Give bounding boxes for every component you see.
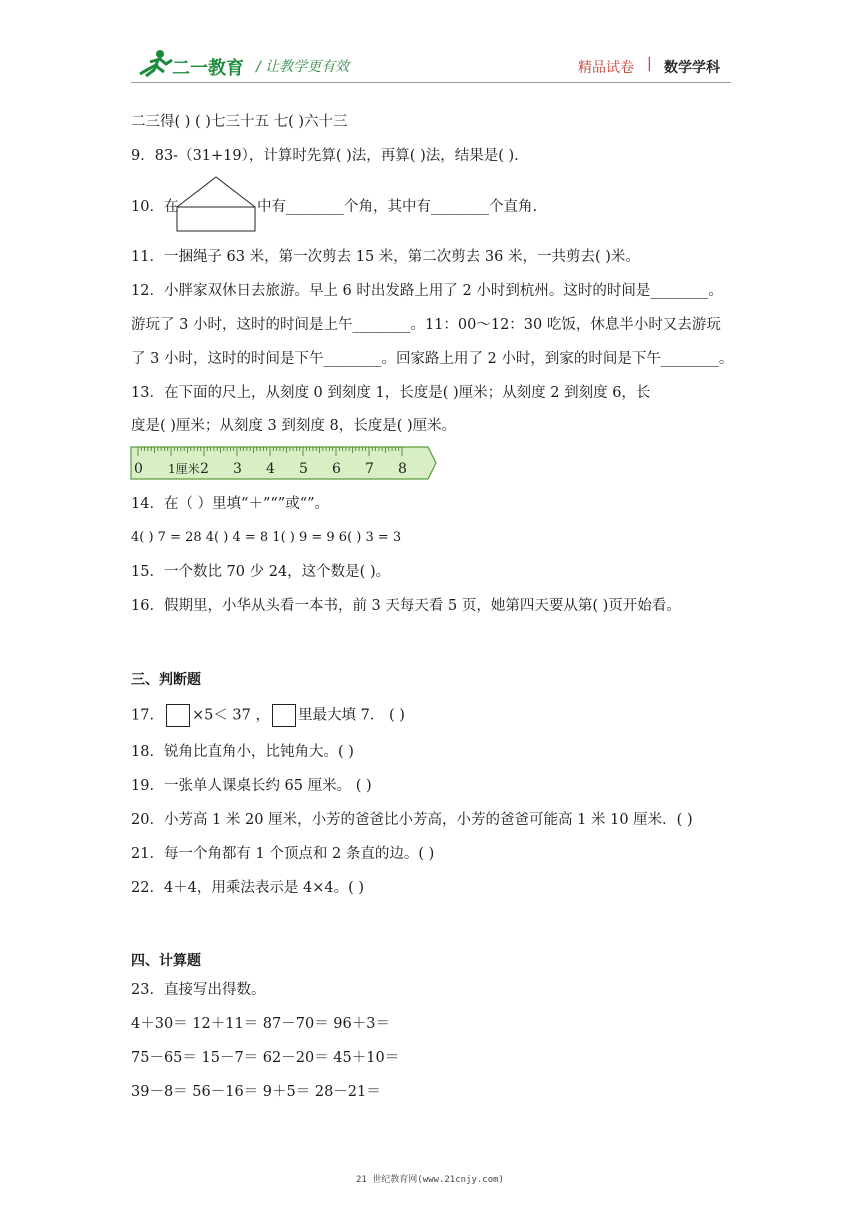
question-18: 18．锐角比直角小，比钝角大。( ) — [131, 744, 354, 760]
question-19: 19．一张单人课桌长约 65 厘米。 ( ) — [131, 778, 372, 794]
header-separator: | — [647, 56, 652, 72]
question-21: 21．每一个角都有 1 个顶点和 2 条直的边。( ) — [131, 846, 435, 862]
question-17 — [131, 704, 405, 727]
ruler-label: 2 — [200, 461, 209, 477]
question-12-line-1: 12．小胖家双休日去旅游。早上 6 时出发路上用了 2 小时到杭州。这时的时间是________。 — [131, 283, 723, 299]
question-23: 23．直接写出得数。 — [131, 982, 266, 998]
header-tag-subject: 数学学科 — [664, 60, 720, 76]
answer-box[interactable] — [166, 704, 190, 727]
page-footer: 21 世纪教育网(www.21cnjy.com) — [356, 1175, 504, 1185]
ruler-figure — [130, 446, 440, 480]
ruler-label: 4 — [266, 461, 275, 477]
ruler-label: 1厘米 — [168, 462, 200, 476]
question-10-prefix: 10．在 — [131, 199, 179, 215]
running-figure-logo-icon — [136, 46, 176, 80]
question-12-line-3: 了 3 小时，这时的时间是下午________。回家路上用了 2 小时，到家的时间是下午________。 — [131, 351, 734, 367]
question-14: 14．在（ ）里填“＋”“”或“”。 — [131, 496, 330, 512]
calc-row-3: 39－8＝ 56－16＝ 9＋5＝ 28－21＝ — [131, 1084, 381, 1100]
calc-row-2: 75－65＝ 15－7＝ 62－20＝ 45＋10＝ — [131, 1050, 400, 1066]
house-shape-figure — [175, 175, 257, 233]
question-20: 20．小芳高 1 米 20 厘米，小芳的爸爸比小芳高，小芳的爸爸可能高 1 米 10 厘米．( ) — [131, 812, 693, 828]
ruler-label: 8 — [398, 461, 407, 477]
question-22: 22．4＋4，用乘法表示是 4×4。( ) — [131, 880, 365, 896]
question-14-equations: 4( ) 7 = 28 4( ) 4 = 8 1( ) 9 = 9 6( ) 3 = 3 — [131, 530, 402, 545]
header-tag-quality: 精品试卷 — [578, 60, 634, 76]
logo-text: 二一教育 — [172, 58, 244, 79]
ruler-label: 3 — [233, 461, 242, 477]
question-9: 9．83-（31+19），计算时先算( )法，再算( )法，结果是( ). — [131, 148, 519, 164]
header-divider — [131, 82, 731, 83]
question-13-line-2: 度是( )厘米；从刻度 3 到刻度 8，长度是( )厘米。 — [131, 418, 457, 434]
question-10-rest: 中有________个角，其中有________个直角. — [257, 199, 538, 215]
calc-row-1: 4＋30＝ 12＋11＝ 87－70＝ 96＋3＝ — [131, 1016, 390, 1032]
answer-box[interactable] — [272, 704, 296, 727]
question-11: 11．一捆绳子 63 米，第一次剪去 15 米，第二次剪去 36 米，一共剪去( )米。 — [131, 249, 640, 265]
section-4-title: 四、计算题 — [131, 953, 201, 969]
ruler-label: 6 — [332, 461, 341, 477]
question-17-expr: ×5＜ 37 ， — [191, 707, 270, 724]
question-8-continued: 二三得( ) ( )七三十五 七( )六十三 — [131, 114, 348, 130]
question-12-line-2: 游玩了 3 小时，这时的时间是上午________。11：00～12：30 吃饭，休息半小时又去游玩 — [131, 317, 721, 333]
logo — [136, 46, 246, 80]
question-15: 15．一个数比 70 少 24，这个数是( )。 — [131, 564, 391, 580]
question-17-prefix: 17． — [131, 707, 164, 724]
ruler-label: 5 — [299, 461, 308, 477]
question-17-rest: 里最大填 7． ( ) — [298, 707, 405, 724]
question-13-line-1: 13．在下面的尺上，从刻度 0 到刻度 1，长度是( )厘米；从刻度 2 到刻度 6，长 — [131, 385, 651, 401]
section-3-title: 三、判断题 — [131, 672, 201, 688]
header-slogan: / 让教学更有效 — [256, 59, 350, 75]
question-10 — [131, 197, 178, 217]
question-16: 16．假期里，小华从头看一本书，前 3 天每天看 5 页，她第四天要从第( )页开始看。 — [131, 598, 681, 614]
ruler-label: 0 — [134, 461, 143, 477]
ruler-label: 7 — [365, 461, 374, 477]
